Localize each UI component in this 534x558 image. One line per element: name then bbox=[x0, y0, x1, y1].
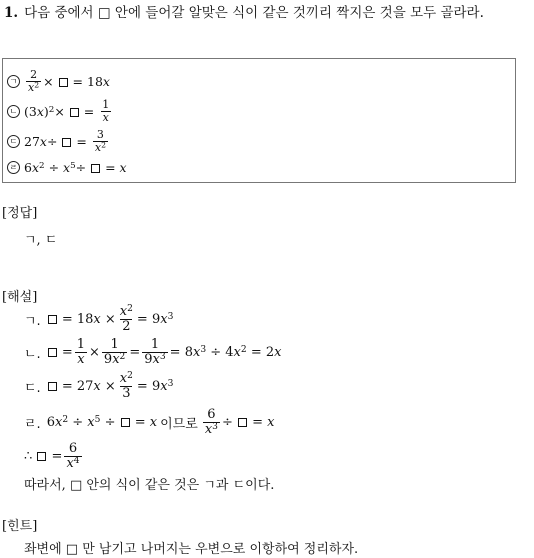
choice-1: ㄱ $\frac{2}{x^2}$ × = 18x bbox=[7, 69, 110, 93]
choice-mark: ㄷ bbox=[7, 135, 20, 148]
choice-mark: ㄹ bbox=[7, 161, 20, 174]
question-number: 1. bbox=[4, 5, 19, 21]
answer-label: [정답] bbox=[2, 206, 38, 221]
item-mark: ㄴ. bbox=[24, 346, 41, 362]
explanation-label: [해설] bbox=[2, 290, 38, 305]
hint-text: 좌변에 □ 만 남기고 나머지는 우변으로 이항하여 정리하자. bbox=[24, 542, 359, 557]
choices-box bbox=[2, 58, 516, 183]
explanation-item-1: ㄱ. = 18x × $\frac{x^2}{2}$ = $9x^3$ bbox=[24, 303, 174, 334]
explanation-therefore: ∴ = $\frac{6}{x^4}$ bbox=[24, 441, 80, 471]
question-text: 다음 중에서 □ 안에 들어갈 알맞은 식이 같은 것끼리 짝지은 것을 모두 골라라. bbox=[24, 5, 484, 21]
hint-label: [힌트] bbox=[2, 519, 38, 534]
explanation-conclusion: 따라서, □ 안의 식이 같은 것은 ㄱ과 ㄷ이다. bbox=[24, 478, 275, 493]
answer-text: ㄱ, ㄷ bbox=[24, 233, 58, 248]
choice-mark: ㄴ bbox=[7, 105, 20, 118]
item-mark: ㄹ. bbox=[24, 416, 41, 432]
choice-2: ㄴ $(3x)^2\times$ = $\frac{1}{x}$ bbox=[7, 99, 113, 123]
explanation-item-4: ㄹ. $6x^2 \div x^5$ ÷ = x 이므로 $\frac{6}{x^3}$ ÷ = x bbox=[24, 407, 275, 437]
item-mark: ㄷ. bbox=[24, 380, 41, 396]
item-mark: ㄱ. bbox=[24, 313, 41, 329]
choice-mark: ㄱ bbox=[7, 75, 20, 88]
item-text-mid: 이므로 bbox=[160, 416, 198, 432]
choice-4: ㄹ $6x^2 \div x^5\div = x$ bbox=[7, 160, 127, 175]
question bbox=[4, 2, 530, 25]
explanation-item-2: ㄴ. = $\frac{1}{x}$ × $\frac{1}{9x^2}$ = $\frac{1}{9x^3}$ = $8x^3 \div 4x^2 = 2x$ bbox=[24, 337, 282, 367]
choice-3: ㄷ 27x÷ = $\frac{3}{x^2}$ bbox=[7, 129, 110, 153]
therefore-symbol: ∴ bbox=[24, 448, 33, 464]
explanation-item-3: ㄷ. = 27x × $\frac{x^2}{3}$ = $9x^3$ bbox=[24, 370, 174, 401]
